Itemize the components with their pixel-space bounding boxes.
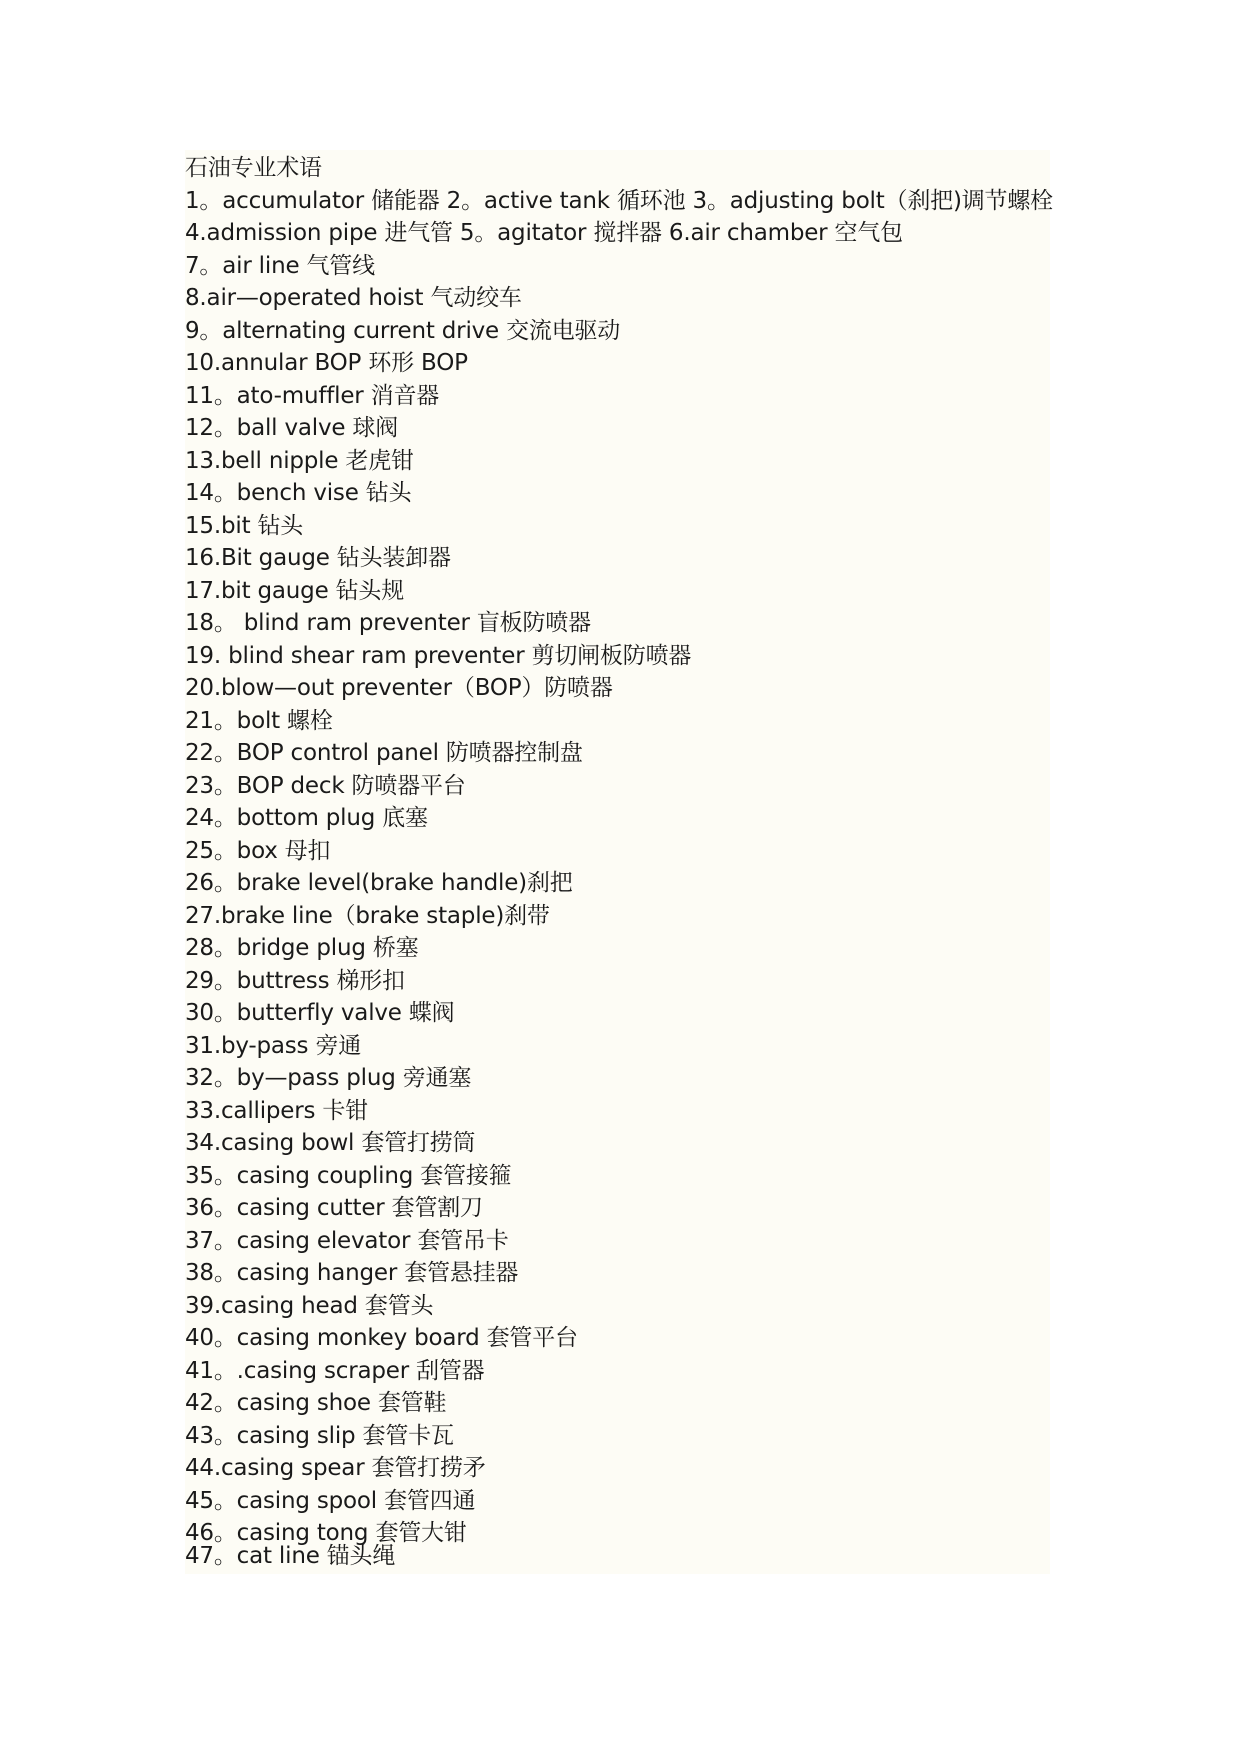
term-line: 14。bench vise 钻头 <box>185 480 412 506</box>
term-line: 10.annular BOP 环形 BOP <box>185 350 468 376</box>
term-line: 12。ball valve 球阀 <box>185 415 399 441</box>
term-line: 30。butterfly valve 蝶阀 <box>185 1000 455 1026</box>
term-line: 26。brake level(brake handle)刹把 <box>185 870 573 896</box>
term-line: 7。air line 气管线 <box>185 252 375 279</box>
term-line: 39.casing head 套管头 <box>185 1292 434 1319</box>
term-line: 15.bit 钻头 <box>185 512 304 539</box>
term-line: 45。casing spool 套管四通 <box>185 1487 476 1514</box>
term-line: 37。casing elevator 套管吊卡 <box>185 1227 509 1254</box>
term-line: 21。bolt 螺栓 <box>185 707 333 734</box>
term-line: 22。BOP control panel 防喷器控制盘 <box>185 740 583 766</box>
term-line: 32。by—pass plug 旁通塞 <box>185 1065 472 1091</box>
term-line: 9。alternating current drive 交流电驱动 <box>185 317 621 344</box>
term-line: 4.admission pipe 进气管 5。agitator 搅拌器 6.air chamber 空气包 <box>185 220 903 246</box>
term-line: 16.Bit gauge 钻头装卸器 <box>185 545 451 571</box>
term-line: 8.air—operated hoist 气动绞车 <box>185 285 522 311</box>
term-line: 13.bell nipple 老虎钳 <box>185 447 414 474</box>
term-line: 47。cat line 锚头绳 <box>185 1542 396 1569</box>
term-line: 27.brake line（brake staple)刹带 <box>185 902 550 929</box>
term-line: 29。buttress 梯形扣 <box>185 967 405 994</box>
term-line: 23。BOP deck 防喷器平台 <box>185 772 466 799</box>
term-line: 41。.casing scraper 刮管器 <box>185 1357 485 1384</box>
term-line: 11。ato-muffler 消音器 <box>185 382 440 409</box>
term-line: 43。casing slip 套管卡瓦 <box>185 1422 454 1449</box>
term-line: 35。casing coupling 套管接箍 <box>185 1162 512 1189</box>
term-line: 40。casing monkey board 套管平台 <box>185 1325 578 1351</box>
term-line: 42。casing shoe 套管鞋 <box>185 1390 447 1416</box>
term-line: 31.by-pass 旁通 <box>185 1032 362 1059</box>
term-line: 17.bit gauge 钻头规 <box>185 577 405 604</box>
term-line: 34.casing bowl 套管打捞筒 <box>185 1130 476 1156</box>
term-line: 46。casing tong 套管大钳 <box>185 1520 467 1546</box>
document-title: 石油专业术语 <box>185 155 322 181</box>
term-line: 20.blow—out preventer（BOP）防喷器 <box>185 675 613 701</box>
term-line: 19. blind shear ram preventer 剪切闸板防喷器 <box>185 642 692 669</box>
term-line: 36。casing cutter 套管割刀 <box>185 1195 483 1221</box>
term-line: 25。box 母扣 <box>185 837 331 864</box>
term-line: 44.casing spear 套管打捞矛 <box>185 1455 486 1481</box>
term-line: 1。accumulator 储能器 2。active tank 循环池 3。adjusting bolt（刹把)调节螺栓 <box>185 187 1053 214</box>
term-line: 18。 blind ram preventer 盲板防喷器 <box>185 610 591 636</box>
term-line: 24。bottom plug 底塞 <box>185 805 428 831</box>
term-line: 28。bridge plug 桥塞 <box>185 935 419 961</box>
term-line: 33.callipers 卡钳 <box>185 1097 368 1124</box>
term-line: 38。casing hanger 套管悬挂器 <box>185 1260 519 1286</box>
text-block <box>185 150 1053 1574</box>
